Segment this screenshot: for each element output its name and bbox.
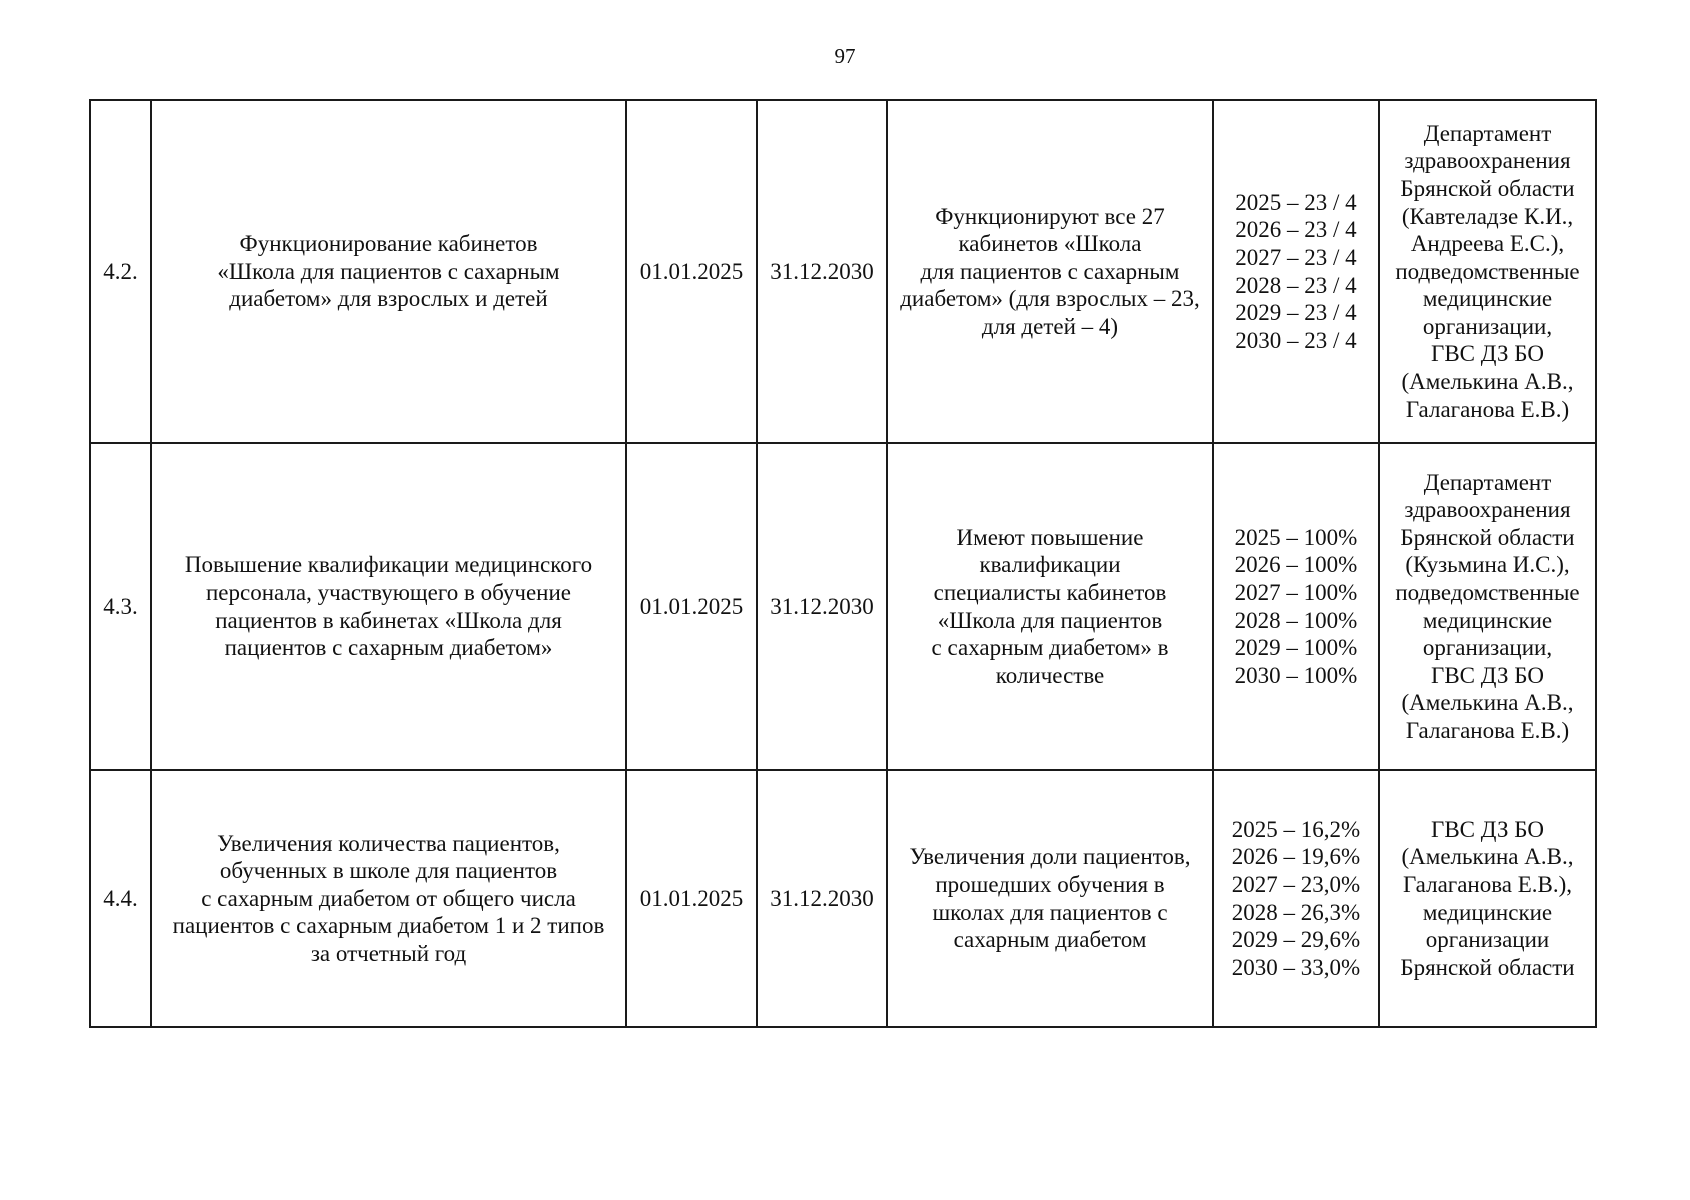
end-date-cell: 31.12.2030 (757, 100, 887, 443)
text-line: (Амелькина А.В., (1401, 844, 1574, 870)
text-line: «Школа для пациентов с сахарным (217, 258, 560, 284)
text-line: 2025 – 16,2% (1231, 816, 1361, 842)
text-line: прошедших обучения в (935, 871, 1165, 897)
measures-table (89, 99, 1597, 1028)
text-line: (Амелькина А.В., (1401, 690, 1574, 716)
text-line: ГВС ДЗ БО (1431, 816, 1544, 842)
text-line: медицинские (1422, 286, 1553, 312)
text-line: 2029 – 29,6% (1231, 927, 1361, 953)
text-line: Галаганова Е.В.) (1405, 717, 1570, 743)
text-line: Функционирование кабинетов (239, 231, 538, 257)
text-line: подведомственные (1395, 579, 1580, 605)
end-date-cell: 31.12.2030 (757, 770, 887, 1027)
text-line: кабинетов «Школа (958, 231, 1142, 257)
responsible-cell (1379, 443, 1596, 770)
text-line: сахарным диабетом (953, 927, 1147, 953)
activity-cell (151, 770, 626, 1027)
text-line: количестве (995, 662, 1105, 688)
text-line: 2025 – 100% (1234, 524, 1358, 550)
text-line: 2026 – 100% (1234, 552, 1358, 578)
end-date-cell: 31.12.2030 (757, 443, 887, 770)
text-line: Департамент (1423, 120, 1552, 146)
text-line: Галаганова Е.В.), (1402, 871, 1573, 897)
text-line: Имеют повышение (956, 524, 1144, 550)
activity-cell (151, 443, 626, 770)
start-date-cell: 01.01.2025 (626, 443, 757, 770)
indicators-cell (1213, 770, 1379, 1027)
text-line: 2029 – 100% (1234, 635, 1358, 661)
text-line: 2027 – 23 / 4 (1235, 244, 1357, 270)
text-line: пациентов в кабинетах «Школа для (215, 607, 562, 633)
text-line: организации, (1422, 635, 1553, 661)
text-line: специалисты кабинетов (933, 579, 1167, 605)
responsible-cell (1379, 770, 1596, 1027)
text-line: «Школа для пациентов (937, 607, 1163, 633)
text-line: ГВС ДЗ БО (1431, 662, 1544, 688)
text-line: за отчетный год (310, 940, 467, 966)
text-line: Функционируют все 27 (935, 203, 1165, 229)
text-line: диабетом» (для взрослых – 23, (900, 286, 1200, 312)
text-line: 2027 – 23,0% (1231, 871, 1361, 897)
text-line: Брянской области (1400, 175, 1575, 201)
text-line: (Кузьмина И.С.), (1405, 552, 1570, 578)
text-line: медицинские (1422, 607, 1553, 633)
indicators-cell (1213, 443, 1379, 770)
text-line: 2026 – 19,6% (1231, 844, 1361, 870)
item-number-cell: 4.4. (90, 770, 151, 1027)
text-line: Увеличения количества пациентов, (217, 830, 560, 856)
text-line: с сахарным диабетом от общего числа (201, 885, 576, 911)
text-line: Брянской области (1400, 524, 1575, 550)
text-line: организации, (1422, 313, 1553, 339)
text-line: 2030 – 33,0% (1231, 954, 1361, 980)
item-number-cell: 4.2. (90, 100, 151, 443)
text-line: квалификации (979, 552, 1121, 578)
activity-cell (151, 100, 626, 443)
table-row (90, 443, 1596, 770)
text-line: Галаганова Е.В.) (1405, 396, 1570, 422)
text-line: подведомственные (1395, 258, 1580, 284)
responsible-cell (1379, 100, 1596, 443)
start-date-cell: 01.01.2025 (626, 100, 757, 443)
text-line: Брянской области (1400, 954, 1575, 980)
text-line: 2028 – 100% (1234, 607, 1358, 633)
text-line: организации (1425, 927, 1550, 953)
text-line: Увеличения доли пациентов, (909, 844, 1191, 870)
start-date-cell: 01.01.2025 (626, 770, 757, 1027)
text-line: Андреева Е.С.), (1410, 231, 1565, 257)
text-line: медицинские (1422, 899, 1553, 925)
text-line: 2030 – 100% (1234, 662, 1358, 688)
text-line: диабетом» для взрослых и детей (229, 286, 548, 312)
text-line: школах для пациентов с (932, 899, 1168, 925)
result-cell (887, 443, 1213, 770)
text-line: обученных в школе для пациентов (219, 858, 558, 884)
result-cell (887, 770, 1213, 1027)
text-line: пациентов с сахарным диабетом» (224, 635, 553, 661)
table-row (90, 770, 1596, 1027)
indicators-cell (1213, 100, 1379, 443)
table-row (90, 100, 1596, 443)
text-line: для детей – 4) (981, 313, 1119, 339)
text-line: с сахарным диабетом» в (931, 635, 1169, 661)
page-number: 97 (834, 44, 856, 68)
text-line: ГВС ДЗ БО (1431, 341, 1544, 367)
text-line: пациентов с сахарным диабетом 1 и 2 типов (172, 913, 605, 939)
text-line: (Амелькина А.В., (1401, 369, 1574, 395)
text-line: персонала, участвующего в обучение (206, 579, 571, 605)
text-line: 2028 – 23 / 4 (1235, 272, 1357, 298)
text-line: Департамент (1423, 469, 1552, 495)
result-cell (887, 100, 1213, 443)
item-number-cell: 4.3. (90, 443, 151, 770)
text-line: здравоохранения (1404, 148, 1571, 174)
text-line: 2025 – 23 / 4 (1235, 189, 1357, 215)
text-line: Повышение квалификации медицинского (184, 552, 593, 578)
text-line: 2029 – 23 / 4 (1235, 300, 1357, 326)
text-line: 2027 – 100% (1234, 579, 1358, 605)
text-line: 2028 – 26,3% (1231, 899, 1361, 925)
text-line: здравоохранения (1404, 497, 1571, 523)
text-line: 2030 – 23 / 4 (1235, 327, 1357, 353)
text-line: (Кавтеладзе К.И., (1401, 203, 1574, 229)
text-line: для пациентов с сахарным (920, 258, 1180, 284)
text-line: 2026 – 23 / 4 (1235, 217, 1357, 243)
